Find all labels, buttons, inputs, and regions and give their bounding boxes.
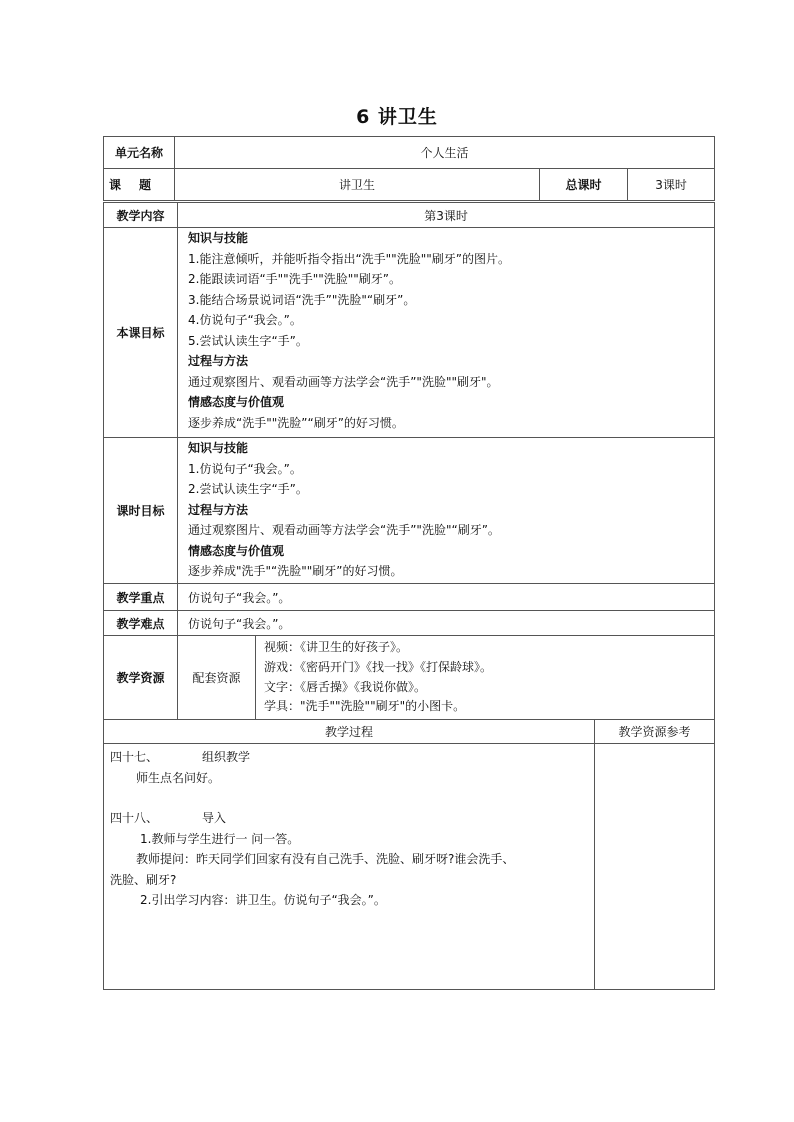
section-number: 四十八、 xyxy=(110,811,159,825)
goal-line: 2.尝试认读生字“手”。 xyxy=(188,482,308,496)
goal-line: 4.仿说句子“我会。”。 xyxy=(188,313,302,327)
goal-line: 2.能跟读词语“手""洗手""洗脸""刷牙”。 xyxy=(188,272,402,286)
process-row xyxy=(104,744,715,990)
section-organize xyxy=(110,747,590,768)
total-hours-value: 3课时 xyxy=(628,169,715,201)
topic-value: 讲卫生 xyxy=(175,169,540,201)
process-line: 1.教师与学生进行一 问一答。 xyxy=(140,831,300,846)
goal-heading: 过程与方法 xyxy=(188,502,249,517)
section-intro xyxy=(110,808,590,829)
total-hours-label: 总课时 xyxy=(540,169,628,201)
course-goals-label: 本课目标 xyxy=(104,228,178,438)
content-value: 第3课时 xyxy=(178,203,715,228)
goal-heading: 情感态度与价值观 xyxy=(188,395,285,409)
content-label: 教学内容 xyxy=(104,203,178,228)
process-line: 洗脸、刷牙? xyxy=(110,872,177,887)
resource-item: 游戏：《密码开门》《找一找》《打保龄球》。 xyxy=(264,659,493,674)
resources-sub-label: 配套资源 xyxy=(178,636,256,720)
unit-row xyxy=(104,137,715,169)
goal-line: 1.能注意倾听，并能听指令指出“洗手""洗脸""刷牙”的图片。 xyxy=(188,251,510,266)
key-point-value: 仿说句子“我会。”。 xyxy=(178,584,715,611)
difficulty-label: 教学难点 xyxy=(104,611,178,636)
page-title: 6 讲卫生 xyxy=(356,106,438,128)
unit-label: 单元名称 xyxy=(104,137,175,169)
difficulty-row xyxy=(104,611,715,636)
goal-line: 通过观察图片、观看动画等方法学会“洗手”"洗脸""刷牙"。 xyxy=(188,374,499,389)
goal-line: 逐步养成“洗手""洗脸”“刷牙”的好习惯。 xyxy=(188,415,404,430)
lesson-plan-table xyxy=(103,202,715,990)
process-header-row xyxy=(104,720,715,744)
resources-list xyxy=(256,636,715,720)
lesson-goals-row xyxy=(104,438,715,584)
process-line: 师生点名问好。 xyxy=(136,770,221,785)
goal-heading: 知识与技能 xyxy=(188,441,249,455)
resource-item: 学具："洗手""洗脸""刷牙"的小图卡。 xyxy=(264,699,466,714)
goal-heading: 知识与技能 xyxy=(188,231,249,245)
goal-heading: 情感态度与价值观 xyxy=(188,543,285,558)
resources-label: 教学资源 xyxy=(104,636,178,720)
key-point-row xyxy=(104,584,715,611)
goal-line: 通过观察图片、观看动画等方法学会“洗手”"洗脸"“刷牙”。 xyxy=(188,523,500,537)
lesson-goals-label: 课时目标 xyxy=(104,438,178,584)
process-line: 教师提问：昨天同学们回家有没有自己洗手、洗脸、刷牙呀?谁会洗手、 xyxy=(136,852,515,866)
goal-line: 1.仿说句子“我会。”。 xyxy=(188,461,302,476)
goal-line: 5.尝试认读生字“手”。 xyxy=(188,333,308,348)
course-goals-content xyxy=(178,228,715,438)
goal-line: 逐步养成"洗手"“洗脸""刷牙”的好习惯。 xyxy=(188,564,403,578)
header-table xyxy=(103,136,715,201)
goal-line: 3.能结合场景说词语“洗手”"洗脸"“刷牙”。 xyxy=(188,292,416,307)
section-title: 导入 xyxy=(202,811,227,825)
resource-reference-cell xyxy=(595,744,715,990)
resource-reference-header: 教学资源参考 xyxy=(595,720,715,744)
section-number: 四十七、 xyxy=(110,750,159,764)
topic-row xyxy=(104,169,715,201)
process-line: 2.引出学习内容：讲卫生。仿说句子“我会。”。 xyxy=(140,893,386,907)
process-content xyxy=(104,744,595,990)
resource-item: 视频：《讲卫生的好孩子》。 xyxy=(264,640,409,654)
content-row xyxy=(104,203,715,228)
difficulty-value: 仿说句子“我会。”。 xyxy=(178,611,715,636)
section-title: 组织教学 xyxy=(202,750,251,764)
resources-row xyxy=(104,636,715,720)
resource-item: 文字：《唇舌操》《我说你做》。 xyxy=(264,679,427,694)
course-goals-row xyxy=(104,228,715,438)
lesson-goals-content xyxy=(178,438,715,584)
unit-value: 个人生活 xyxy=(175,137,715,169)
topic-label: 课题 xyxy=(104,169,175,201)
key-point-label: 教学重点 xyxy=(104,584,178,611)
goal-heading: 过程与方法 xyxy=(188,354,249,368)
process-header: 教学过程 xyxy=(104,720,595,744)
